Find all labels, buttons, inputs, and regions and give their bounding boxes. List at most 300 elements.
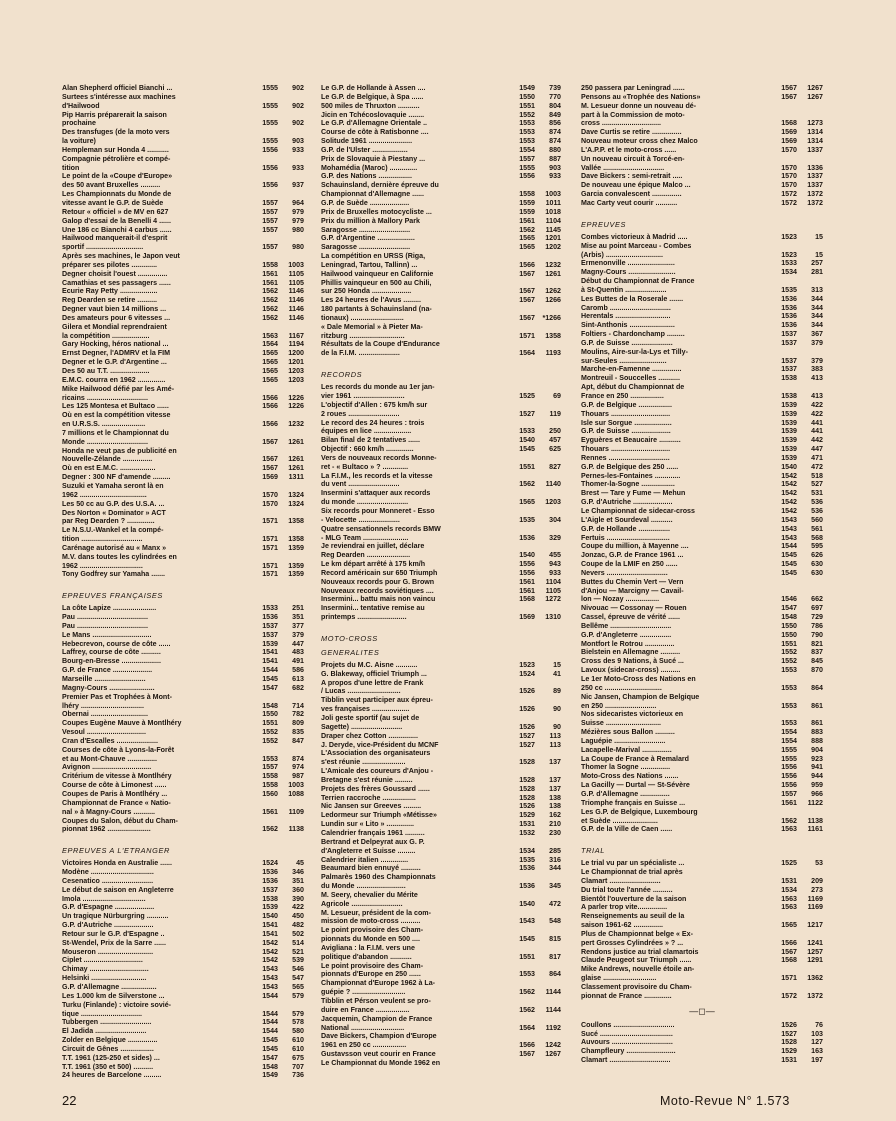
entry-issue-number: 1567 <box>781 92 797 101</box>
index-entry <box>581 903 823 912</box>
entry-issue-number: 1561 <box>519 577 535 586</box>
entry-issue-number: 1542 <box>781 498 797 507</box>
entry-title: 1962 ................................ <box>62 561 143 570</box>
index-entry <box>321 349 561 358</box>
entry-page-number: 1262 <box>545 287 561 296</box>
entry-title: Fertuis ................................ <box>581 533 670 542</box>
entry-page-number: 1138 <box>288 825 304 834</box>
entry-title: Nevers ............................... <box>581 568 668 577</box>
entry-title: duire en France ................. <box>321 1005 410 1014</box>
entry-title: Thouars .............................. <box>581 409 671 418</box>
entry-page-number: 548 <box>549 917 561 926</box>
entry-page-number: 1311 <box>288 473 304 482</box>
index-entry <box>581 755 823 764</box>
index-entry <box>62 974 304 983</box>
index-entry <box>581 164 823 173</box>
index-entry <box>321 172 561 181</box>
index-column-1 <box>62 84 304 1080</box>
index-entry <box>62 270 304 279</box>
entry-title: G.P. d'Argentine ................... <box>321 234 415 243</box>
entry-page-number: 1273 <box>807 119 823 128</box>
index-entry <box>321 569 561 578</box>
entry-page-number: 1200 <box>288 349 304 358</box>
entry-issue-number: 1565 <box>519 498 535 507</box>
entry-title: Le trial vu par un spécialiste ... <box>581 859 685 868</box>
entry-page-number: 880 <box>549 145 561 154</box>
entry-title: Coupes de Paris à Montlhéry ... <box>62 789 168 798</box>
entry-page-number: 821 <box>811 639 823 648</box>
entry-issue-number: 1566 <box>262 402 278 411</box>
entry-title: T.T. 1961 (125-250 et sides) ... <box>62 1053 160 1062</box>
entry-page-number: 304 <box>549 515 561 524</box>
entry-title: Les G.P. de Belgique, Luxembourg <box>581 807 698 816</box>
entry-issue-number: 1553 <box>781 719 797 728</box>
entry-issue-number: 1562 <box>781 816 797 825</box>
entry-issue-number: 1557 <box>262 198 278 207</box>
entry-page-number: 1145 <box>545 225 561 234</box>
entry-page-number: 980 <box>292 225 304 234</box>
entry-issue-number: 1555 <box>781 754 797 763</box>
entry-title: Le km départ arrêté à 175 km/h <box>321 560 426 569</box>
entry-page-number: 568 <box>811 533 823 542</box>
entry-title: Garcia convalescent ............... <box>581 190 682 199</box>
index-entry <box>62 208 304 217</box>
index-entry <box>581 886 823 895</box>
entry-title: Coullons ............................... <box>581 1020 675 1029</box>
entry-title: Honda ne veut pas de publicité en <box>62 446 177 455</box>
index-entry <box>581 1056 823 1065</box>
index-entry <box>321 732 561 741</box>
entry-issue-number: 1542 <box>262 956 278 965</box>
entry-issue-number: 1542 <box>781 480 797 489</box>
entry-title: Avignon .............................. <box>62 763 152 772</box>
entry-page-number: 902 <box>292 119 304 128</box>
entry-title: Leningrad, Tartou, Tallinn) ... <box>321 260 418 269</box>
entry-title: Rendons justice au trial clamartois <box>581 947 699 956</box>
entry-page-number: 874 <box>292 754 304 763</box>
index-entry <box>581 419 823 428</box>
entry-title: prochaine <box>62 119 96 128</box>
entry-title: s'est réunie ...................... <box>321 758 406 767</box>
entry-page-number: 41 <box>553 669 561 678</box>
index-entry <box>62 956 304 965</box>
index-entry <box>321 542 561 551</box>
index-entry <box>321 146 561 155</box>
entry-title: Terrien raccroche ................. <box>321 793 416 802</box>
index-entry <box>62 859 304 868</box>
entry-title: Dave Bickers : semi-retrait ..... <box>581 172 683 181</box>
entry-title: Jicin en Tchécoslovaquie ........ <box>321 110 425 119</box>
entry-page-number: 491 <box>292 657 304 666</box>
index-entry <box>581 190 823 199</box>
entry-title: Gustavsson veut courir en France <box>321 1050 436 1059</box>
index-entry <box>62 631 304 640</box>
entry-title: La compétition en URSS (Riga, <box>321 252 426 261</box>
entry-page-number: 682 <box>292 683 304 692</box>
entry-title: G.P. d'Espagne .................... <box>62 903 155 912</box>
entry-title: Moto-Cross des Nations ....... <box>581 772 679 781</box>
index-entry <box>321 208 561 217</box>
entry-page-number: 441 <box>811 418 823 427</box>
entry-issue-number: 1571 <box>262 543 278 552</box>
index-entry <box>321 155 561 164</box>
index-entry <box>62 287 304 296</box>
index-entry <box>581 877 823 886</box>
index-entry <box>581 868 823 877</box>
entry-page-number: 1261 <box>288 455 304 464</box>
section-separator: —◻— <box>689 1005 715 1016</box>
entry-title: ves françaises ................... <box>321 705 410 714</box>
entry-title: Les 125 Montesa et Bultaco ...... <box>62 402 169 411</box>
index-entry <box>321 525 561 534</box>
entry-page-number: 845 <box>811 657 823 666</box>
index-entry <box>321 392 561 401</box>
entry-issue-number: 1526 <box>519 722 535 731</box>
entry-title: 180 partants à Schauinsland (na- <box>321 305 432 314</box>
entry-title: lhéry ................................ <box>62 701 144 710</box>
entry-issue-number: 1544 <box>262 1027 278 1036</box>
entry-title: Obernai ............................. <box>62 710 148 719</box>
entry-issue-number: 1566 <box>262 393 278 402</box>
entry-issue-number: 1557 <box>519 154 535 163</box>
entry-title: Lundin sur « Lito » .............. <box>321 820 415 829</box>
index-entry <box>321 935 561 944</box>
entry-issue-number: 1561 <box>781 798 797 807</box>
entry-issue-number: 1528 <box>519 758 535 767</box>
entry-title: L'Aigle et Sourdeval ........... <box>581 515 673 524</box>
entry-issue-number: 1527 <box>519 740 535 749</box>
entry-page-number: 849 <box>549 110 561 119</box>
entry-page-number: 482 <box>292 921 304 930</box>
index-entry <box>62 84 304 93</box>
entry-page-number: 1088 <box>288 789 304 798</box>
section-heading: EPREUVES <box>581 219 627 229</box>
entry-title: et au Mont-Chauve ............... <box>62 754 157 763</box>
entry-title: G.P. de Belgique ................. <box>581 400 672 409</box>
entry-issue-number: 1567 <box>781 84 797 92</box>
entry-title: Champfleury ......................... <box>581 1047 676 1056</box>
entry-page-number: 413 <box>811 374 823 383</box>
entry-title: Ermenonville ........................ <box>581 259 675 268</box>
index-entry <box>62 226 304 235</box>
entry-page-number: 137 <box>549 775 561 784</box>
entry-page-number: 346 <box>292 868 304 877</box>
entry-title: Thouars .............................. <box>581 445 671 454</box>
index-entry <box>581 242 823 251</box>
index-entry <box>62 296 304 305</box>
entry-issue-number: 1551 <box>519 952 535 961</box>
index-entry <box>321 820 561 829</box>
index-entry <box>321 917 561 926</box>
index-entry <box>581 965 823 974</box>
entry-title: L'Association des organisateurs <box>321 749 431 758</box>
index-entry <box>62 464 304 473</box>
entry-issue-number: 1570 <box>262 499 278 508</box>
entry-title: Nic Jansen sur Greeves ......... <box>321 802 422 811</box>
entry-issue-number: 1542 <box>262 938 278 947</box>
entry-page-number: 344 <box>549 864 561 873</box>
entry-issue-number: 1551 <box>262 719 278 728</box>
index-entry <box>321 84 561 93</box>
index-entry <box>321 128 561 137</box>
entry-issue-number: 1536 <box>781 294 797 303</box>
entry-page-number: 1146 <box>288 296 304 305</box>
entry-title: Victoires Honda en Australie ...... <box>62 859 172 868</box>
entry-page-number: 1104 <box>545 577 561 586</box>
entry-page-number: 1194 <box>288 340 304 349</box>
index-entry <box>581 251 823 260</box>
index-entry <box>321 516 561 525</box>
entry-issue-number: 1539 <box>781 445 797 454</box>
index-entry <box>321 401 561 410</box>
index-entry <box>321 93 561 102</box>
entry-title: Phillis vainqueur en 500 au Chili, <box>321 278 432 287</box>
entry-title: ricains ............................... <box>62 393 148 402</box>
entry-page-number: 933 <box>292 145 304 154</box>
index-entry <box>62 279 304 288</box>
index-entry <box>321 551 561 560</box>
entry-title: tition <box>62 163 80 172</box>
entry-title: G. Blakeway, officiel Triumph ... <box>321 669 427 678</box>
entry-title: L'objectif d'Allen : 675 km/h sur <box>321 400 428 409</box>
entry-page-number: 1291 <box>807 956 823 965</box>
entry-issue-number: 1533 <box>262 604 278 613</box>
index-entry <box>62 930 304 939</box>
index-entry <box>581 781 823 790</box>
entry-title: Des 50 au T.T. .................... <box>62 367 150 375</box>
entry-issue-number: 1545 <box>781 551 797 560</box>
entry-issue-number: 1545 <box>262 675 278 683</box>
index-entry <box>62 1063 304 1072</box>
index-entry <box>321 1050 561 1059</box>
index-entry <box>62 868 304 877</box>
entry-title: Vers de nouveaux records Monne- <box>321 453 437 462</box>
index-entry <box>581 445 823 454</box>
index-entry <box>62 983 304 992</box>
entry-title: vitesse avant le G.P. de Suède <box>62 198 164 207</box>
entry-issue-number: 1571 <box>262 517 278 526</box>
entry-title: Degner choisit l'ouest ............... <box>62 269 168 278</box>
entry-issue-number: 1562 <box>519 480 535 489</box>
entry-title: La Gacilly — Durtal — St-Sévère <box>581 781 690 790</box>
entry-issue-number: 1553 <box>781 701 797 710</box>
entry-title: Bellême ............................... <box>581 621 672 630</box>
index-entry <box>581 728 823 737</box>
entry-title: Thomer-la-Sogne ................. <box>581 480 675 489</box>
entry-issue-number: 1553 <box>781 666 797 675</box>
entry-page-number: 89 <box>553 687 561 696</box>
entry-title: Calendrier italien .............. <box>321 855 409 864</box>
entry-issue-number: 1542 <box>781 489 797 498</box>
index-entry <box>581 137 823 146</box>
entry-title: Turku (Finlande) : victoire sovié- <box>62 1000 172 1009</box>
entry-page-number: 979 <box>292 207 304 216</box>
entry-title: Début du Championnat de France <box>581 277 695 286</box>
index-entry <box>62 737 304 746</box>
entry-issue-number: 1563 <box>781 894 797 903</box>
entry-page-number: 565 <box>292 983 304 991</box>
entry-title: Eyguères et Beaucaire ........... <box>581 436 681 445</box>
index-entry <box>62 948 304 957</box>
index-entry <box>581 956 823 965</box>
entry-page-number: 113 <box>549 731 561 740</box>
entry-title: Camathias et ses passagers ...... <box>62 278 171 287</box>
entry-title: ret - « Bultaco » ? ............. <box>321 462 409 471</box>
entry-issue-number: 1569 <box>781 128 797 137</box>
entry-issue-number: 1568 <box>781 956 797 965</box>
entry-title: Brest — Tare y Fume — Mehun <box>581 489 686 498</box>
entry-page-number: 1201 <box>288 358 304 367</box>
entry-page-number: 933 <box>549 568 561 577</box>
entry-issue-number: 1571 <box>519 331 535 340</box>
entry-title: G.P. de la Ville de Caen ...... <box>581 825 673 834</box>
entry-page-number: 1105 <box>288 278 304 287</box>
entry-page-number: 1359 <box>288 570 304 579</box>
entry-issue-number: 1571 <box>262 535 278 544</box>
section-heading: EPREUVES A L'ETRANGER <box>62 846 170 856</box>
entry-page-number: 610 <box>292 1044 304 1053</box>
entry-page-number: 546 <box>292 965 304 974</box>
entry-issue-number: 1544 <box>262 1009 278 1018</box>
index-entry <box>62 482 304 491</box>
entry-title: G.P. de Belgique des 250 ...... <box>581 462 679 471</box>
entry-title: L'Amicale des coureurs d'Anjou - <box>321 767 434 776</box>
index-entry <box>62 305 304 314</box>
index-entry <box>62 808 304 817</box>
entry-issue-number: 1571 <box>781 974 797 983</box>
index-entry <box>62 657 304 666</box>
entry-issue-number: 1549 <box>262 1071 278 1080</box>
entry-title: Lavoux (sidecar-cross) .......... <box>581 666 681 675</box>
entry-title: Les 24 heures de l'Avus ......... <box>321 296 421 305</box>
entry-issue-number: 1538 <box>781 374 797 383</box>
index-entry <box>62 119 304 128</box>
entry-page-number: 729 <box>811 613 823 622</box>
entry-title: Tony Godfrey sur Yamaha ....... <box>62 570 166 579</box>
entry-page-number: 45 <box>296 859 304 868</box>
entry-issue-number: 1568 <box>781 119 797 128</box>
index-entry <box>321 261 561 270</box>
index-entry <box>62 939 304 948</box>
index-entry <box>321 944 561 953</box>
entry-title: Premier Pas et Trophées à Mont- <box>62 692 172 701</box>
entry-issue-number: 1544 <box>262 666 278 675</box>
entry-title: cross .............................. <box>581 119 662 128</box>
entry-issue-number: 1569 <box>519 613 535 622</box>
index-entry <box>321 190 561 199</box>
index-entry <box>321 679 561 688</box>
entry-issue-number: 1529 <box>781 1047 797 1056</box>
entry-page-number: 1272 <box>545 595 561 604</box>
index-entry <box>321 252 561 261</box>
index-entry <box>62 181 304 190</box>
index-entry <box>321 613 561 622</box>
index-entry <box>581 613 823 622</box>
entry-title: Pensons au «Trophée des Nations» <box>581 92 701 101</box>
entry-issue-number: 1545 <box>262 1044 278 1053</box>
index-entry <box>321 217 561 226</box>
entry-title: Bretagne s'est réunie ......... <box>321 775 413 784</box>
entry-issue-number: 1564 <box>519 349 535 358</box>
entry-title: Nos sidecaristes victorieux en <box>581 710 684 719</box>
entry-title: Critérium de vitesse à Montlhéry <box>62 772 172 781</box>
entry-page-number: 944 <box>811 772 823 781</box>
index-entry <box>62 746 304 755</box>
entry-issue-number: 1536 <box>781 321 797 330</box>
entry-issue-number: 1572 <box>781 190 797 199</box>
entry-title: Des Norton « Dominator » ACT <box>62 508 166 517</box>
index-entry <box>321 419 561 428</box>
entry-title: du Monde ......................... <box>321 882 406 891</box>
entry-title: Cran d'Escalles ..................... <box>62 736 158 745</box>
index-entry <box>62 402 304 411</box>
entry-issue-number: 1555 <box>262 101 278 110</box>
section-gap <box>321 358 561 366</box>
section-heading: TRIAL <box>581 846 605 856</box>
entry-title: Compagnie pétrolière et compé- <box>62 154 171 163</box>
entry-issue-number: 1543 <box>262 974 278 983</box>
entry-page-number: 579 <box>292 1009 304 1018</box>
entry-page-number: 903 <box>292 137 304 146</box>
entry-page-number: 904 <box>811 745 823 754</box>
entry-page-number: 502 <box>292 929 304 938</box>
index-entry <box>321 847 561 856</box>
entry-issue-number: 1561 <box>262 269 278 278</box>
entry-page-number: 1169 <box>807 894 823 903</box>
entry-title: Course de côte à Limonest ...... <box>62 781 167 790</box>
index-entry <box>581 102 823 111</box>
entry-title: Hebecrevon, course de côte ...... <box>62 639 171 648</box>
entry-page-number: 344 <box>811 294 823 303</box>
index-entry <box>321 723 561 732</box>
entry-title: Zolder en Belgique ............... <box>62 1036 158 1045</box>
entry-page-number: 903 <box>549 163 561 172</box>
entry-page-number: 377 <box>292 621 304 630</box>
entry-title: M. Lesueur, président de la com- <box>321 908 431 917</box>
entry-page-number: 163 <box>811 1047 823 1056</box>
entry-title: Cross des 9 Nations, à Sucé ... <box>581 657 684 666</box>
index-entry <box>62 172 304 181</box>
index-entry <box>62 332 304 341</box>
entry-issue-number: 1562 <box>262 313 278 322</box>
entry-issue-number: 1528 <box>781 1038 797 1047</box>
entry-title: Les 1.000 km de Silverstone ... <box>62 991 165 1000</box>
entry-title: Marche-en-Famenne ............... <box>581 365 682 374</box>
section-heading: GENERALITES <box>321 647 380 657</box>
entry-issue-number: 1548 <box>781 613 797 622</box>
entry-title: Nivouac — Cossonay — Rouen <box>581 604 687 613</box>
entry-title: El Jadida .......................... <box>62 1027 147 1036</box>
entry-title: Surtees s'intéresse aux machines <box>62 92 176 101</box>
entry-title: Dave Curtis se retire ............... <box>581 128 682 137</box>
entry-title: Mac Carty veut courir ........... <box>581 198 678 207</box>
entry-page-number: 1161 <box>807 825 823 834</box>
entry-issue-number: 1539 <box>781 453 797 462</box>
entry-page-number: 974 <box>292 763 304 772</box>
index-entry <box>321 332 561 341</box>
magazine-issue: Moto-Revue N° 1.573 <box>660 1094 790 1108</box>
index-entry <box>321 463 561 472</box>
entry-title: Modène ................................ <box>62 868 154 877</box>
entry-issue-number: 1557 <box>262 207 278 216</box>
entry-page-number: 1104 <box>545 216 561 225</box>
entry-page-number: 1359 <box>288 561 304 570</box>
entry-title: Les records du monde au 1er jan- <box>321 383 435 392</box>
entry-page-number: 483 <box>292 648 304 657</box>
entry-page-number: 90 <box>553 722 561 731</box>
entry-title: Degner et le G.P. d'Argentine ... <box>62 358 167 367</box>
entry-page-number: 69 <box>553 392 561 400</box>
